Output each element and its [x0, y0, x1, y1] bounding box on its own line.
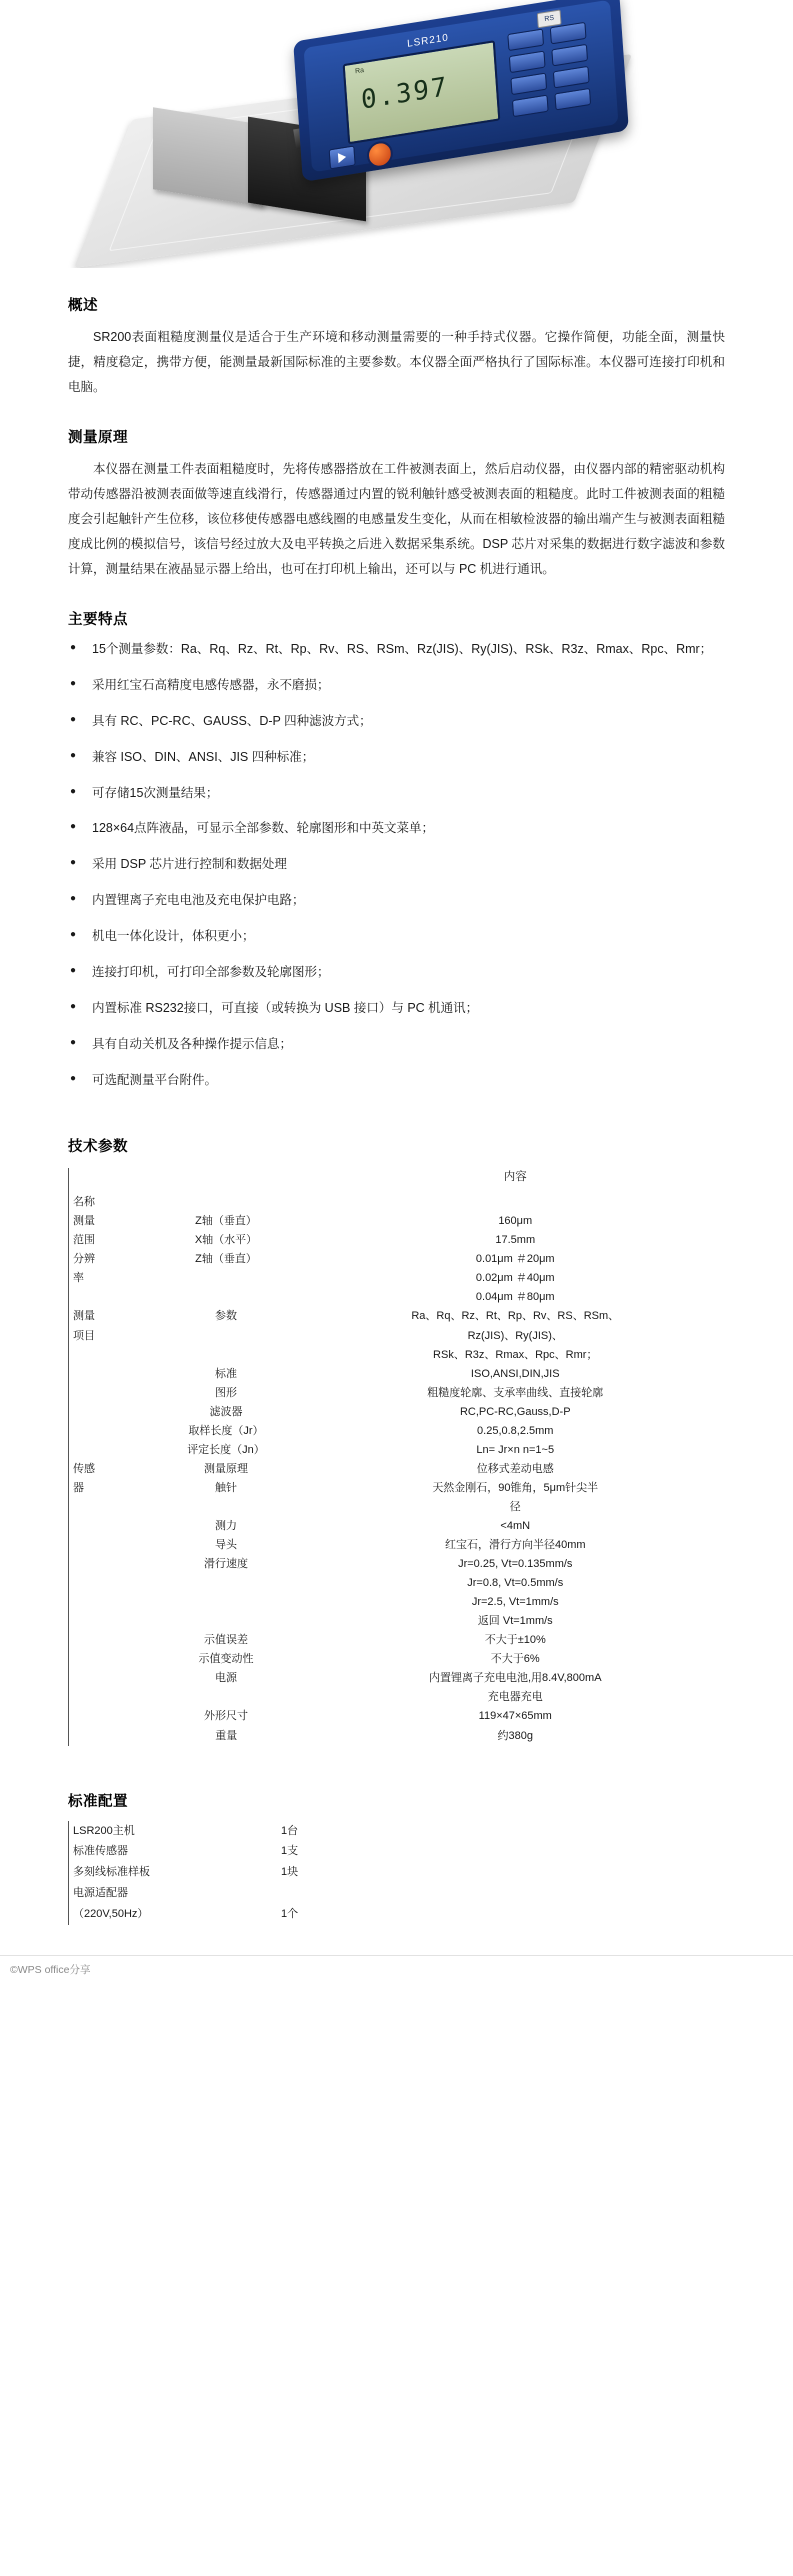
spec-category: 传感 [69, 1460, 148, 1479]
spec-subcategory: 图形 [215, 1386, 237, 1399]
spec-subcategory: 示值误差 [204, 1634, 248, 1647]
spec-category: 项目 [69, 1327, 148, 1346]
table-row [69, 1288, 726, 1307]
spec-category [69, 1536, 148, 1555]
spec-category [69, 1669, 148, 1688]
list-item: ● 内置标准 RS232接口，可直接（或转换为 USB 接口）与 PC 机通讯； [68, 998, 725, 1020]
table-row [69, 1574, 726, 1593]
spec-category: 测量 [69, 1212, 148, 1231]
table-row [69, 1517, 726, 1536]
config-item-qty: 1个 [281, 1908, 299, 1921]
config-item-qty [277, 1883, 376, 1904]
spec-subcategory [147, 1574, 306, 1593]
spec-value: 位移式差动电感 [476, 1462, 554, 1475]
table-row [69, 1862, 376, 1883]
table-row [69, 1168, 726, 1193]
spec-value: Ln= Jr×n n=1~5 [476, 1443, 555, 1456]
spec-category [69, 1727, 148, 1746]
features-heading: 主要特点 [68, 612, 128, 628]
spec-value: RC,PC-RC,Gauss,D-P [459, 1405, 571, 1418]
device-button-1 [507, 28, 544, 51]
table-row [69, 1193, 726, 1212]
spec-subcategory: 滤波器 [209, 1405, 243, 1418]
table-row [69, 1650, 726, 1669]
spec-subcategory: 标准 [215, 1367, 237, 1380]
lcd-param-label: Ra [354, 66, 365, 76]
spec-category [69, 1498, 148, 1517]
table-row [69, 1479, 726, 1498]
spec-value: <4mN [500, 1519, 531, 1532]
spec-category [69, 1517, 148, 1536]
list-item: ● 内置锂离子充电电池及充电保护电路； [68, 890, 725, 912]
spec-subcategory: 导头 [215, 1539, 237, 1552]
spec-subcategory [147, 1593, 306, 1612]
table-row [69, 1307, 726, 1326]
list-item: ● 机电一体化设计，体积更小； [68, 926, 725, 948]
spec-category [69, 1555, 148, 1574]
config-table [68, 1821, 376, 1925]
spec-subcategory [147, 1269, 306, 1288]
table-row [69, 1883, 376, 1904]
spec-category: 器 [69, 1479, 148, 1498]
spec-subcategory: 参数 [215, 1310, 237, 1323]
table-row [69, 1460, 726, 1479]
product-photo [0, 0, 793, 268]
spec-value: 内置锂离子充电电池,用8.4V,800mA [428, 1672, 602, 1685]
device-button-6 [553, 66, 590, 89]
grey-block [153, 107, 263, 206]
list-item: ● 连接打印机，可打印全部参数及轮廓图形； [68, 962, 725, 984]
device-button-5 [510, 73, 547, 96]
overview-paragraph: SR200表面粗糙度测量仪是适合于生产环境和移动测量需要的一种手持式仪器。它操作简便，功能全面，测量快捷，精度稳定，携带方便，能测量最新国际标准的主要参数。本仪器全面严格执行了国际标准。本仪器可连接打印机和电脑。 [68, 330, 725, 394]
spec-value: RSk、R3z、Rmax、Rpc、Rmr； [433, 1348, 598, 1361]
table-row [69, 1422, 726, 1441]
list-item: ● 兼容 ISO、DIN、ANSI、JIS 四种标准； [68, 747, 725, 769]
spec-category [69, 1422, 148, 1441]
spec-category [69, 1574, 148, 1593]
spec-category [69, 1288, 148, 1307]
spec-category [69, 1612, 148, 1631]
spec-category [69, 1384, 148, 1403]
list-item: ● 采用 DSP 芯片进行控制和数据处理 [68, 854, 725, 876]
spec-value: 不大于6% [490, 1653, 540, 1666]
spec-category [69, 1707, 148, 1726]
spec-value: 天然金刚石，90锥角，5μm针尖半 [432, 1481, 599, 1494]
spec-value: Jr=2.5, Vt=1mm/s [471, 1596, 559, 1609]
config-item-name: （220V,50Hz） [69, 1904, 278, 1925]
spec-category: 率 [69, 1269, 148, 1288]
list-item: ● 128×64点阵液晶，可显示全部参数、轮廓图形和中英文菜单； [68, 818, 725, 840]
config-item-name: 多刻线标准样板 [69, 1862, 278, 1883]
table-row [69, 1688, 726, 1707]
spec-category: 名称 [69, 1193, 148, 1212]
spec-content-header: 内容 [503, 1171, 527, 1184]
spec-category [69, 1346, 148, 1365]
spec-subcategory: Z轴（垂直） [195, 1215, 257, 1228]
spec-value: 17.5mm [495, 1234, 536, 1247]
list-item: ● 可存储15次测量结果； [68, 783, 725, 805]
spec-value: 0.25,0.8,2.5mm [477, 1424, 554, 1437]
device-button-4 [551, 44, 588, 67]
table-row [69, 1327, 726, 1346]
spec-category [69, 1441, 148, 1460]
rs-badge: RS [537, 9, 562, 28]
spec-value: 0.02μm ＃40μm [475, 1272, 555, 1285]
spec-category [69, 1365, 148, 1384]
device-brand-label: LSR210 [406, 32, 450, 50]
spec-value: Ra、Rq、Rz、Rt、Rp、Rv、RS、RSm、 [411, 1310, 620, 1323]
table-row [69, 1821, 376, 1842]
spec-category [69, 1631, 148, 1650]
spec-head-blank [69, 1168, 148, 1193]
overview-heading: 概述 [68, 298, 98, 314]
features-list [68, 639, 725, 1091]
principle-heading: 测量原理 [68, 430, 128, 446]
table-row [69, 1612, 726, 1631]
table-row [69, 1441, 726, 1460]
spec-value: 0.04μm ＃80μm [475, 1291, 555, 1304]
table-row [69, 1498, 726, 1517]
spec-subcategory [147, 1688, 306, 1707]
spec-value: 红宝石，滑行方向半径40mm [444, 1539, 586, 1552]
table-row [69, 1365, 726, 1384]
spec-category [69, 1688, 148, 1707]
spec-subcategory: 取样长度（Jr） [188, 1424, 264, 1437]
spec-value: 160μm [498, 1215, 533, 1228]
spec-sub-blank [147, 1168, 306, 1193]
spec-value: 不大于±10% [484, 1634, 546, 1647]
table-row [69, 1841, 376, 1862]
spec-value [306, 1193, 726, 1212]
table-row [69, 1631, 726, 1650]
spec-value: 粗糙度轮廓、支承率曲线、直接轮廓 [427, 1386, 604, 1399]
spec-subcategory: 电源 [215, 1672, 237, 1685]
spec-category [69, 1593, 148, 1612]
spec-value: 约380g [497, 1729, 533, 1742]
spec-subcategory: Z轴（垂直） [195, 1253, 257, 1266]
spec-value: Jr=0.25, Vt=0.135mm/s [458, 1558, 573, 1571]
spec-value: 返回 Vt=1mm/s [477, 1615, 553, 1628]
spec-subcategory: 示值变动性 [198, 1653, 254, 1666]
spec-category: 分辨 [69, 1250, 148, 1269]
table-row [69, 1384, 726, 1403]
spec-heading: 技术参数 [68, 1139, 128, 1156]
spec-subcategory: 测力 [215, 1519, 237, 1532]
config-item-qty: 1块 [281, 1866, 299, 1879]
table-row [69, 1346, 726, 1365]
spec-subcategory [147, 1193, 306, 1212]
config-item-qty: 1台 [281, 1824, 299, 1837]
document-content [0, 294, 793, 1925]
spec-subcategory [147, 1612, 306, 1631]
list-item: ● 具有 RC、PC-RC、GAUSS、D-P 四种滤波方式； [68, 711, 725, 733]
table-row [69, 1250, 726, 1269]
spec-value: 径 [509, 1500, 521, 1513]
table-row [69, 1269, 726, 1288]
table-row [69, 1707, 726, 1726]
table-row [69, 1536, 726, 1555]
device-button-8 [554, 88, 591, 111]
spec-subcategory: X轴（水平） [194, 1234, 258, 1247]
spec-subcategory: 测量原理 [204, 1462, 248, 1475]
table-row [69, 1231, 726, 1250]
spec-subcategory: 外形尺寸 [204, 1710, 248, 1723]
spec-value: Rz(JIS)、Ry(JIS)、 [467, 1329, 563, 1342]
spec-subcategory [147, 1288, 306, 1307]
list-item: ● 可选配测量平台附件。 [68, 1070, 725, 1092]
spec-value: ISO,ANSI,DIN,JIS [470, 1367, 560, 1380]
list-item: ● 15个测量参数：Ra、Rq、Rz、Rt、Rp、Rv、RS、RSm、Rz(JIS)、Ry(JIS)、RSk、R3z、Rmax、Rpc、Rmr； [68, 639, 725, 661]
list-item: ● 具有自动关机及各种操作提示信息； [68, 1034, 725, 1056]
list-item: ● 采用红宝石高精度电感传感器，永不磨损； [68, 675, 725, 697]
principle-paragraph: 本仪器在测量工件表面粗糙度时，先将传感器搭放在工件被测表面上，然后启动仪器，由仪器内部的精密驱动机构带动传感器沿被测表面做等速直线滑行，传感器通过内置的锐利触针感受被测表面的粗糙度。此时工件被测表面的粗糙度会引起触针产生位移，该位移使传感器电感线圈的电感量发生变化，从而在相敏检波器的输出端产生与被测表面粗糙度成比例的模拟信号，该信号经过放大及电平转换之后进入数据采集系统。DSP 芯片对采集的数据进行数字滤波和参数计算，测量结果在液晶显示器上给出，也可在打印机上输出，还可以与 PC 机进行通讯。 [68, 462, 725, 576]
lcd-screen [343, 40, 501, 144]
spec-table [68, 1168, 725, 1745]
config-item-name: LSR200主机 [69, 1821, 278, 1842]
table-row [69, 1555, 726, 1574]
table-row [69, 1904, 376, 1925]
lcd-value: 0.397 [360, 71, 450, 116]
spec-subcategory: 滑行速度 [204, 1558, 248, 1571]
spec-category [69, 1650, 148, 1669]
config-item-qty: 1支 [281, 1845, 299, 1858]
spec-table-wrap [68, 1168, 725, 1745]
config-item-name: 电源适配器 [69, 1883, 278, 1904]
play-button-icon [329, 145, 356, 169]
spec-value: 充电器充电 [487, 1691, 543, 1704]
table-row [69, 1593, 726, 1612]
config-heading: 标准配置 [68, 1793, 128, 1810]
spec-subcategory: 重量 [215, 1729, 238, 1742]
spec-category: 范围 [69, 1231, 148, 1250]
device-button-7 [512, 95, 549, 118]
table-row [69, 1403, 726, 1422]
spec-subcategory [147, 1327, 306, 1346]
spec-subcategory: 评定长度（Jn） [187, 1443, 265, 1456]
config-item-name: 标准传感器 [69, 1841, 278, 1862]
table-row [69, 1212, 726, 1231]
spec-value: Jr=0.8, Vt=0.5mm/s [467, 1577, 564, 1590]
footer-watermark: ©WPS office分享 [0, 1955, 793, 1991]
spec-subcategory [147, 1498, 306, 1517]
power-button-icon [366, 139, 394, 169]
photo-scene [118, 8, 678, 260]
spec-subcategory [147, 1346, 306, 1365]
spec-category [69, 1403, 148, 1422]
spec-category: 测量 [69, 1307, 148, 1326]
spec-value: 119×47×65mm [478, 1710, 552, 1723]
spec-value: 0.01μm ＃20μm [475, 1253, 555, 1266]
table-row [69, 1727, 726, 1746]
table-row [69, 1669, 726, 1688]
device-button-3 [509, 51, 546, 74]
spec-subcategory: 触针 [215, 1481, 237, 1494]
